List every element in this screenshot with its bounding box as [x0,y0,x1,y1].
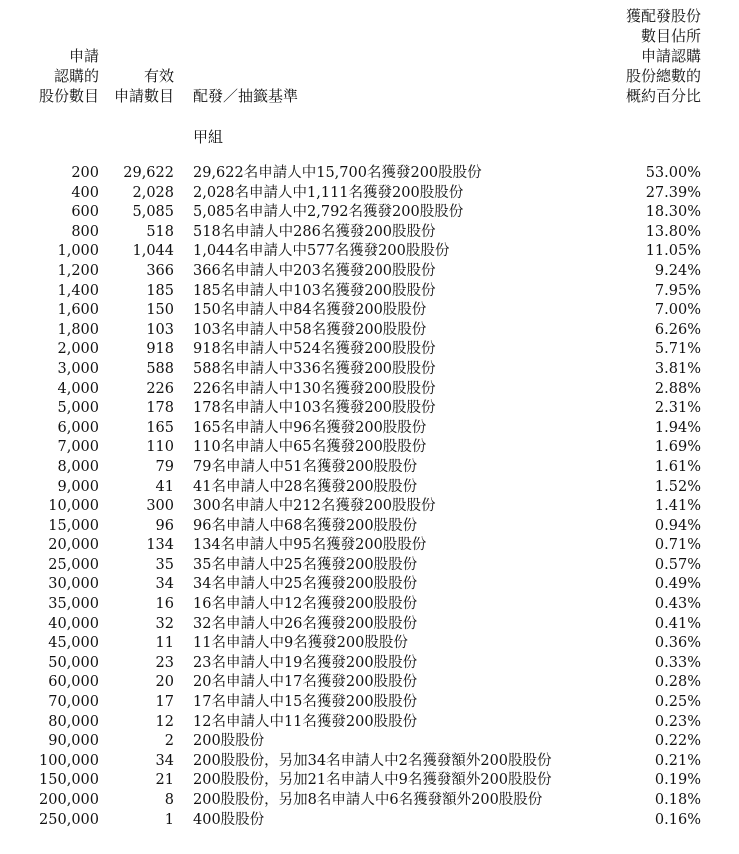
header-valid-line: 有效 [143,67,174,85]
header-valid-line: 申請數目 [113,87,174,105]
header-allotment-basis [193,86,298,106]
shares-applied-cell: 30,000 [48,576,99,593]
table-row [0,536,739,556]
table-row [0,634,739,654]
header-shares-line: 認購的 [53,67,99,85]
valid-applications-cell: 8 [164,792,174,808]
table-row [0,203,739,223]
allotment-basis-cell: 588名申請人中336名獲發200股股份 [193,360,436,377]
percentage-cell: 7.95% [654,282,701,299]
header-percent-line: 申請認購 [640,47,701,65]
percentage-cell: 0.16% [654,811,701,828]
valid-applications-cell: 5,085 [132,204,174,221]
valid-applications-cell: 110 [146,439,174,456]
shares-applied-cell: 150,000 [39,772,99,789]
allotment-basis-cell: 366名申請人中203名獲發200股股份 [193,262,436,279]
header-shares-line: 申請 [68,47,99,65]
allotment-basis-cell: 918名申請人中524名獲發200股股份 [193,341,436,358]
allotment-basis-cell: 23名申請人中19名獲發200股股份 [193,654,418,671]
table-row [0,438,739,458]
table-row [0,615,739,635]
allotment-basis-cell: 518名申請人中286名獲發200股股份 [193,223,436,240]
allotment-basis-cell: 29,622名申請人中15,700名獲發200股股份 [193,165,482,181]
allotment-basis-cell: 11名申請人中9名獲發200股股份 [193,635,408,652]
percentage-cell: 18.30% [645,204,701,221]
valid-applications-cell: 588 [146,360,174,377]
percentage-cell: 5.71% [654,341,701,358]
percentage-cell: 0.21% [654,752,701,769]
allotment-basis-cell: 32名申請人中26名獲發200股股份 [193,615,418,632]
valid-applications-cell: 34 [155,576,174,593]
allotment-basis-cell: 150名申請人中84名獲發200股股份 [193,302,427,319]
allotment-basis-cell: 20名申請人中17名獲發200股股份 [193,674,418,691]
valid-applications-cell: 134 [146,537,174,554]
valid-applications-cell: 2,028 [132,184,174,201]
valid-applications-cell: 11 [155,635,174,652]
valid-applications-cell: 2 [164,733,174,750]
shares-applied-cell: 80,000 [48,713,99,730]
table-row [0,223,739,243]
table-row [0,340,739,360]
percentage-cell: 53.00% [645,165,701,181]
shares-applied-cell: 60,000 [48,674,99,691]
shares-applied-cell: 90,000 [48,733,99,750]
table-row [0,713,739,733]
table-row [0,360,739,380]
table-row [0,811,739,831]
shares-applied-cell: 4,000 [57,380,99,397]
table-row [0,654,739,674]
shares-applied-cell: 1,800 [57,321,99,338]
shares-applied-cell: 8,000 [57,458,99,475]
valid-applications-cell: 300 [146,498,174,515]
shares-applied-cell: 1,600 [57,302,99,319]
allotment-basis-cell: 165名申請人中96名獲發200股股份 [193,419,427,436]
valid-applications-cell: 23 [155,654,174,671]
valid-applications-cell: 178 [146,400,174,417]
percentage-cell: 1.94% [654,419,701,436]
percentage-cell: 1.41% [654,498,701,515]
shares-applied-cell: 100,000 [39,752,99,769]
valid-applications-cell: 518 [146,223,174,240]
group-label: 甲組 [193,128,224,146]
percentage-cell: 2.88% [654,380,701,397]
percentage-cell: 0.57% [654,556,701,573]
percentage-cell: 0.23% [654,713,701,730]
allotment-basis-cell: 400股股份 [193,811,265,828]
allotment-basis-cell: 17名申請人中15名獲發200股股份 [193,694,418,711]
allotment-basis-cell: 2,028名申請人中1,111名獲發200股股份 [193,184,464,201]
table-row [0,575,739,595]
header-approx-percentage [626,6,701,106]
valid-applications-cell: 918 [146,341,174,358]
shares-applied-cell: 200,000 [39,792,99,808]
shares-applied-cell: 7,000 [57,439,99,456]
shares-applied-cell: 3,000 [57,360,99,377]
allotment-basis-cell: 134名申請人中95名獲發200股股份 [193,537,427,554]
allotment-basis-cell: 1,044名申請人中577名獲發200股股份 [193,243,450,260]
allotment-basis-cell: 16名申請人中12名獲發200股股份 [193,596,418,613]
table-row [0,732,739,752]
table-row [0,321,739,341]
percentage-cell: 0.25% [654,694,701,711]
allotment-basis-cell: 178名申請人中103名獲發200股股份 [193,400,436,417]
table-row [0,791,739,811]
table-row [0,282,739,302]
header-percent-line: 數目佔所 [640,27,701,45]
valid-applications-cell: 79 [155,458,174,475]
allotment-basis-cell: 200股股份，另加34名申請人中2名獲發額外200股股份 [193,752,552,769]
table-row [0,771,739,791]
header-valid-applications [114,66,174,106]
percentage-cell: 0.22% [654,733,701,750]
valid-applications-cell: 165 [146,419,174,436]
valid-applications-cell: 35 [155,556,174,573]
table-row [0,673,739,693]
allotment-basis-cell: 226名申請人中130名獲發200股股份 [193,380,436,397]
allotment-basis-cell: 34名申請人中25名獲發200股股份 [193,576,418,593]
percentage-cell: 0.43% [654,596,701,613]
percentage-cell: 0.41% [654,615,701,632]
table-row [0,556,739,576]
table-row [0,752,739,772]
allotment-table [0,164,739,830]
shares-applied-cell: 45,000 [48,635,99,652]
valid-applications-cell: 1 [164,811,174,828]
percentage-cell: 7.00% [654,302,701,319]
table-row [0,517,739,537]
shares-applied-cell: 400 [71,184,99,201]
shares-applied-cell: 6,000 [57,419,99,436]
percentage-cell: 3.81% [654,360,701,377]
shares-applied-cell: 9,000 [57,478,99,495]
allotment-basis-cell: 110名申請人中65名獲發200股股份 [193,439,427,456]
percentage-cell: 0.18% [654,792,701,808]
percentage-cell: 0.36% [654,635,701,652]
allotment-basis-cell: 200股股份 [193,733,265,750]
percentage-cell: 0.94% [654,517,701,534]
allotment-basis-cell: 5,085名申請人中2,792名獲發200股股份 [193,204,464,221]
table-row [0,301,739,321]
allotment-basis-cell: 200股股份，另加8名申請人中6名獲發額外200股股份 [193,792,543,808]
valid-applications-cell: 21 [155,772,174,789]
header-shares-line: 股份數目 [38,87,99,105]
header-basis-line: 配發／抽籤基準 [193,87,299,105]
percentage-cell: 0.33% [654,654,701,671]
shares-applied-cell: 70,000 [48,694,99,711]
allotment-basis-cell: 300名申請人中212名獲發200股股份 [193,498,436,515]
shares-applied-cell: 25,000 [48,556,99,573]
shares-applied-cell: 1,400 [57,282,99,299]
percentage-cell: 1.69% [654,439,701,456]
valid-applications-cell: 96 [155,517,174,534]
allotment-basis-cell: 41名申請人中28名獲發200股股份 [193,478,418,495]
valid-applications-cell: 366 [146,262,174,279]
shares-applied-cell: 800 [71,223,99,240]
table-row [0,399,739,419]
percentage-cell: 0.28% [654,674,701,691]
valid-applications-cell: 1,044 [132,243,174,260]
table-row [0,380,739,400]
valid-applications-cell: 226 [146,380,174,397]
percentage-cell: 0.19% [654,772,701,789]
table-row [0,458,739,478]
table-row [0,262,739,282]
header-percent-line: 獲配發股份 [625,7,701,25]
table-row [0,164,739,184]
shares-applied-cell: 10,000 [48,498,99,515]
header-shares-applied [39,46,99,106]
shares-applied-cell: 1,000 [57,243,99,260]
valid-applications-cell: 185 [146,282,174,299]
valid-applications-cell: 103 [146,321,174,338]
table-row [0,693,739,713]
valid-applications-cell: 29,622 [123,165,174,181]
table-row [0,497,739,517]
shares-applied-cell: 200 [71,165,99,181]
allotment-basis-cell: 79名申請人中51名獲發200股股份 [193,458,418,475]
percentage-cell: 9.24% [654,262,701,279]
table-row [0,478,739,498]
shares-applied-cell: 5,000 [57,400,99,417]
header-percent-line: 概約百分比 [625,87,701,105]
shares-applied-cell: 20,000 [48,537,99,554]
percentage-cell: 1.61% [654,458,701,475]
table-row [0,184,739,204]
percentage-cell: 27.39% [645,184,701,201]
valid-applications-cell: 32 [155,615,174,632]
allotment-basis-cell: 200股股份，另加21名申請人中9名獲發額外200股股份 [193,772,552,789]
shares-applied-cell: 15,000 [48,517,99,534]
valid-applications-cell: 17 [155,694,174,711]
shares-applied-cell: 1,200 [57,262,99,279]
shares-applied-cell: 50,000 [48,654,99,671]
valid-applications-cell: 12 [155,713,174,730]
valid-applications-cell: 16 [155,596,174,613]
shares-applied-cell: 600 [71,204,99,221]
allotment-basis-cell: 12名申請人中11名獲發200股股份 [193,713,418,730]
percentage-cell: 13.80% [645,223,701,240]
shares-applied-cell: 2,000 [57,341,99,358]
shares-applied-cell: 40,000 [48,615,99,632]
valid-applications-cell: 34 [155,752,174,769]
allotment-basis-cell: 35名申請人中25名獲發200股股份 [193,556,418,573]
valid-applications-cell: 150 [146,302,174,319]
table-row [0,419,739,439]
allotment-basis-cell: 103名申請人中58名獲發200股股份 [193,321,427,338]
percentage-cell: 2.31% [654,400,701,417]
allotment-basis-cell: 185名申請人中103名獲發200股股份 [193,282,436,299]
table-row [0,242,739,262]
percentage-cell: 1.52% [654,478,701,495]
header-percent-line: 股份總數的 [625,67,701,85]
valid-applications-cell: 20 [155,674,174,691]
percentage-cell: 11.05% [645,243,701,260]
allotment-basis-cell: 96名申請人中68名獲發200股股份 [193,517,418,534]
table-row [0,595,739,615]
percentage-cell: 6.26% [654,321,701,338]
shares-applied-cell: 250,000 [39,811,99,828]
shares-applied-cell: 35,000 [48,596,99,613]
valid-applications-cell: 41 [155,478,174,495]
percentage-cell: 0.71% [654,537,701,554]
percentage-cell: 0.49% [654,576,701,593]
